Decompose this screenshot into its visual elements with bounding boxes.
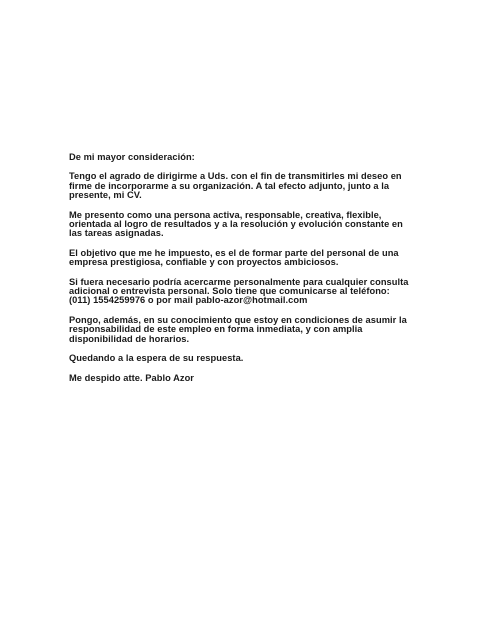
cover-letter-body — [69, 153, 429, 393]
signature-line: Me despido atte. Pablo Azor — [69, 372, 194, 383]
paragraph-contact — [69, 278, 429, 306]
text-line: empresa prestigiosa, confiable y con proyectos ambiciosos. — [69, 257, 339, 268]
letter-signature — [69, 374, 429, 383]
contact-line: (011) 1554259976 o por mail pablo-azor@hotmail.com — [69, 295, 308, 306]
text-line: Pongo, además, en su conocimiento que estoy en condiciones de asumir la — [69, 314, 407, 325]
paragraph-introduction — [69, 172, 429, 200]
text-line: orientada al logro de resultados y a la resolución y evolución constante en — [69, 219, 403, 230]
text-line: responsabilidad de este empleo en forma inmediata, y con amplia — [69, 324, 363, 335]
text-line: firme de incorporarme a su organización. A tal efecto adjunto, junto a la — [69, 180, 390, 191]
letter-salutation: De mi mayor consideración: — [69, 152, 195, 162]
text-line: las tareas asignadas. — [69, 228, 164, 239]
paragraph-self-description — [69, 211, 429, 239]
text-line: adicional o entrevista personal. Solo tiene que comunicarse al teléfono: — [69, 286, 390, 297]
text-line: Si fuera necesario podría acercarme personalmente para cualquier consulta — [69, 276, 409, 287]
text-line: Quedando a la espera de su respuesta. — [69, 353, 244, 364]
paragraph-availability — [69, 316, 429, 344]
paragraph-objective — [69, 249, 429, 268]
text-line: Me presento como una persona activa, responsable, creativa, flexible, — [69, 209, 382, 220]
paragraph-closing — [69, 354, 429, 363]
text-line: disponibilidad de horarios. — [69, 333, 190, 344]
text-line: Tengo el agrado de dirigirme a Uds. con el fin de transmitirles mi deseo en — [69, 171, 402, 182]
text-line: El objetivo que me he impuesto, es el de formar parte del personal de una — [69, 247, 399, 258]
text-line: presente, mi CV. — [69, 190, 142, 201]
